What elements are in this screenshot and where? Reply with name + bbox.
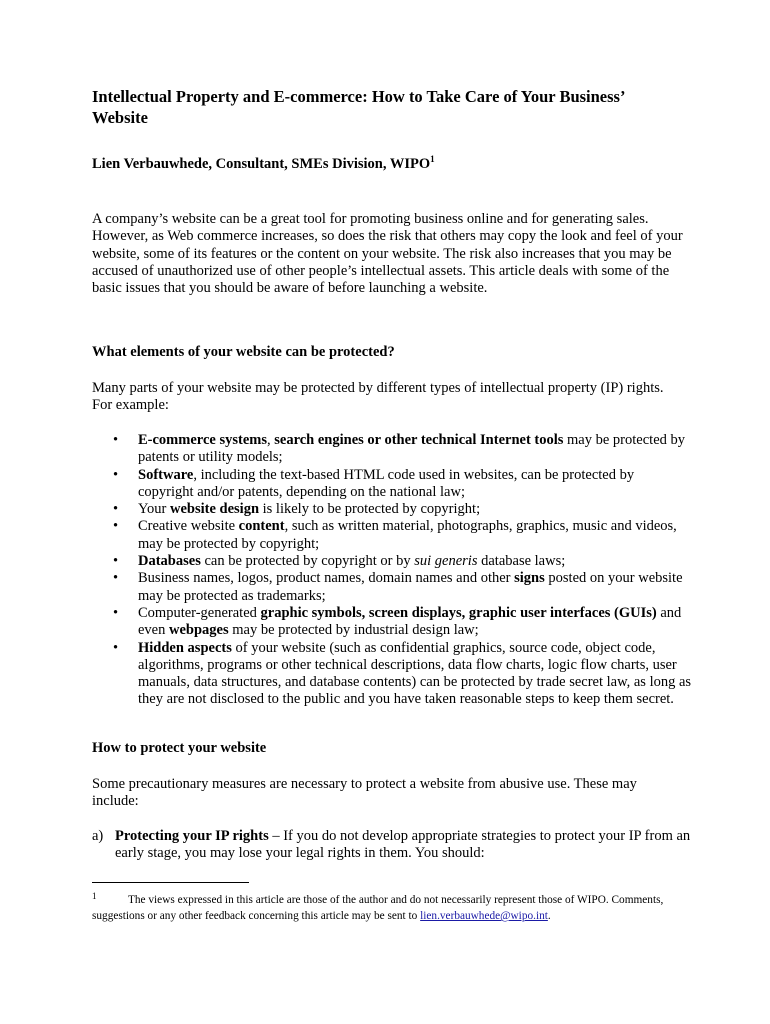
bullet-icon: • bbox=[113, 432, 119, 448]
footnote-text: The views expressed in this article are those of the author and do not necessarily represent those of WIPO. Comments, suggestions or any other feedback concerning this article may be sent to bbox=[92, 894, 664, 922]
list-item-text: content bbox=[238, 518, 285, 535]
list-item-text: Creative website bbox=[138, 518, 239, 535]
bullet-icon: • bbox=[113, 466, 119, 483]
bullet-icon: • bbox=[113, 639, 119, 656]
footnote-ref: 1 bbox=[430, 154, 435, 164]
footnote bbox=[92, 888, 672, 924]
list-item-text: E-commerce systems bbox=[138, 432, 267, 448]
bullet-icon: • bbox=[113, 518, 119, 535]
list-item-a bbox=[92, 828, 692, 863]
list-item-text: Business names, logos, product names, domain names and other bbox=[138, 570, 515, 587]
footnote-divider bbox=[92, 882, 249, 883]
list-item-text: webpages bbox=[169, 622, 229, 639]
list-item-text: database laws; bbox=[477, 553, 566, 570]
list-item-text: , including the text-based HTML code used in websites, can be protected by copyright and/or patents, depending on the national law; bbox=[138, 466, 635, 500]
footnote-end: . bbox=[547, 910, 551, 922]
list-item bbox=[92, 640, 692, 709]
list-item-text: signs bbox=[514, 570, 545, 587]
list-item bbox=[92, 432, 692, 467]
document-title: Intellectual Property and E-commerce: How to Take Care of Your Business’ Website bbox=[92, 87, 625, 127]
list-item-text: – If you do not develop appropriate strategies to protect your IP from an early stage, you may lose your legal rights in them. You should: bbox=[115, 828, 691, 862]
list-item bbox=[92, 605, 692, 640]
bullet-icon: • bbox=[113, 501, 119, 518]
list-item-text: Software bbox=[138, 466, 194, 483]
list-item-text: , such as written material, photographs, graphics, music and videos, may be protected by copyright; bbox=[138, 518, 677, 552]
list-item bbox=[92, 570, 692, 605]
list-item-text: search engines or other technical Internet tools bbox=[274, 432, 564, 448]
list-item-text: sui generis bbox=[414, 553, 478, 570]
footnote-number: 1 bbox=[92, 891, 97, 901]
section-heading-how-to-protect: How to protect your website bbox=[92, 740, 267, 756]
author-line bbox=[92, 156, 435, 173]
section-lead-paragraph: Some precautionary measures are necessary to protect a website from abusive use. These may include: bbox=[92, 776, 637, 810]
list-item-text: posted on your website may be protected as trademarks; bbox=[138, 570, 683, 604]
list-item-text: and even bbox=[138, 604, 682, 639]
list-item bbox=[92, 553, 692, 570]
section-lead-paragraph: Many parts of your website may be protected by different types of intellectual property (IP) rights. For example: bbox=[92, 380, 664, 414]
list-item-heading: Protecting your IP rights bbox=[115, 828, 269, 844]
bullet-icon: • bbox=[113, 553, 119, 570]
bullet-icon: • bbox=[113, 570, 119, 587]
list-item-text: , bbox=[266, 432, 275, 448]
list-item-text: Your bbox=[138, 501, 170, 518]
section-heading-protected-elements: What elements of your website can be protected? bbox=[92, 344, 395, 360]
list-item-text: may be protected by industrial design law; bbox=[228, 622, 479, 639]
bullet-icon: • bbox=[113, 604, 119, 621]
list-item-text: graphic symbols, screen displays, graphic user interfaces (GUIs) bbox=[260, 604, 657, 621]
intro-paragraph: A company’s website can be a great tool for promoting business online and for generating sales. However, as Web commerce increases, so does the risk that others may copy the look and feel of your website, some of its features or the content on your website. The risk also increases that you may be accused of unauthorized use of other people’s intellectual assets. This article deals with some of the basic issues that you should be aware of before launching a website. bbox=[92, 211, 683, 297]
list-item-text: Computer-generated bbox=[138, 604, 261, 621]
list-item-text: Hidden aspects bbox=[138, 639, 232, 656]
list-marker: a) bbox=[92, 828, 104, 844]
list-item-text: Databases bbox=[138, 553, 201, 570]
list-item bbox=[92, 501, 692, 518]
list-item-text: is likely to be protected by copyright; bbox=[259, 501, 481, 518]
list-item bbox=[92, 467, 692, 502]
author-email-link[interactable]: lien.verbauwhede@wipo.int bbox=[420, 910, 548, 922]
list-item-text: of your website (such as confidential graphics, source code, object code, algorithms, programs or other technical descriptions, data flow charts, logic flow charts, user manuals, data structures, and database contents) can be protected by trade secret law, as long as they are not disclosed to the public and you have taken reasonable steps to keep them secret. bbox=[138, 639, 692, 708]
list-item-text: can be protected by copyright or by bbox=[200, 553, 415, 570]
protected-elements-list bbox=[92, 432, 692, 709]
list-item-body bbox=[115, 828, 692, 863]
author-name: Lien Verbauwhede, Consultant, SMEs Division, WIPO bbox=[92, 156, 431, 172]
list-item bbox=[92, 518, 692, 553]
list-item-text: website design bbox=[169, 501, 260, 518]
list-item-text: may be protected by patents or utility models; bbox=[138, 432, 685, 466]
